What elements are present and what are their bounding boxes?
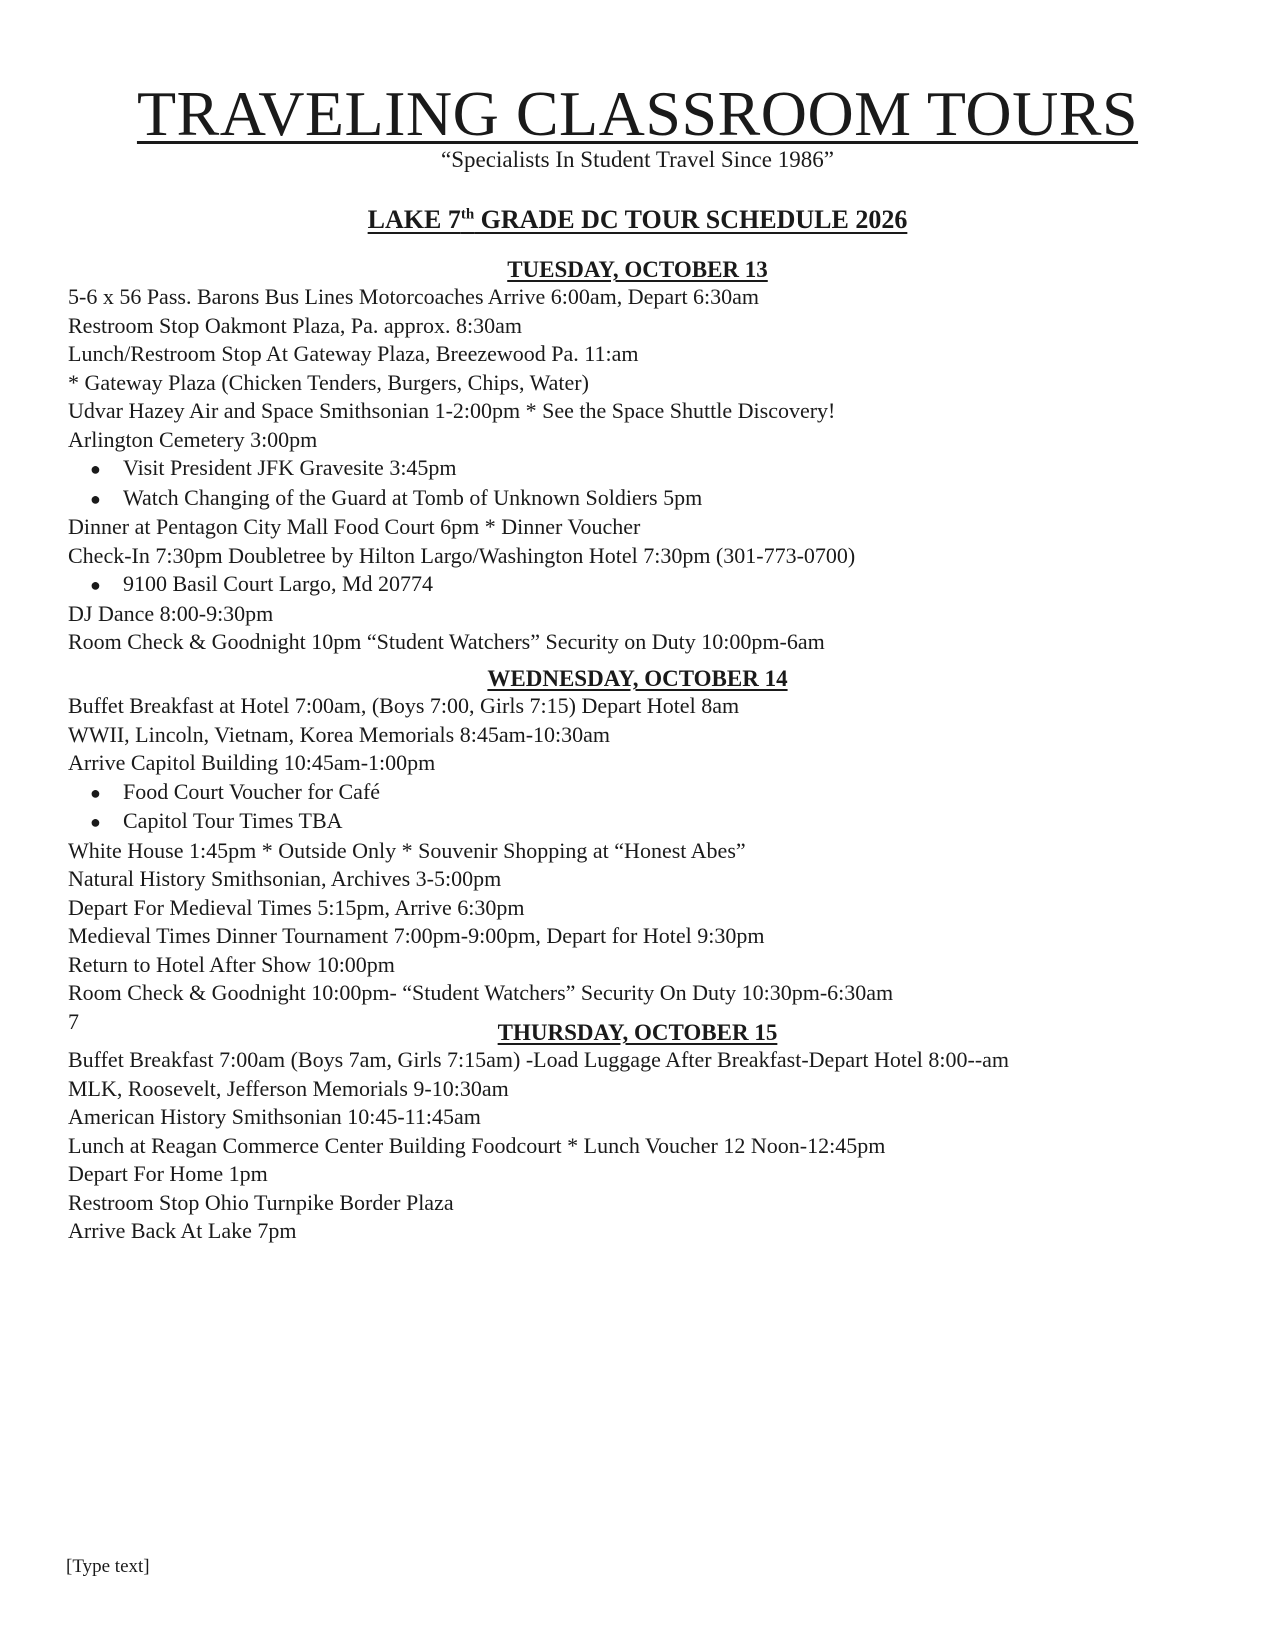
schedule-line-text: Watch Changing of the Guard at Tomb of Unknown Soldiers 5pm bbox=[123, 484, 703, 510]
schedule-line bbox=[68, 894, 893, 923]
schedule-line bbox=[68, 1132, 1009, 1161]
schedule-line bbox=[68, 837, 893, 866]
schedule-line-text: Lunch at Reagan Commerce Center Building Foodcourt * Lunch Voucher 12 Noon-12:45pm bbox=[68, 1132, 886, 1158]
schedule-line-text: Lunch/Restroom Stop At Gateway Plaza, Breezewood Pa. 11:am bbox=[68, 341, 639, 366]
schedule-line bbox=[68, 1103, 1009, 1132]
schedule-line-text: Restroom Stop Oakmont Plaza, Pa. approx. 8:30am bbox=[68, 312, 522, 338]
schedule-line-text: Arrive Capitol Building 10:45am-1:00pm bbox=[68, 750, 436, 775]
bullet-item bbox=[68, 454, 855, 484]
schedule-line bbox=[68, 542, 855, 571]
schedule-title-superscript: th bbox=[460, 206, 475, 223]
bullet-item bbox=[68, 570, 855, 600]
day-heading-thursday: THURSDAY, OCTOBER 15 bbox=[497, 1020, 778, 1045]
schedule-line-text: Capitol Tour Times TBA bbox=[123, 808, 343, 833]
schedule-line-text: Medieval Times Dinner Tournament 7:00pm-9:00pm, Depart for Hotel 9:30pm bbox=[68, 923, 765, 948]
schedule-line-text: Depart For Home 1pm bbox=[68, 1161, 268, 1186]
day-list-tuesday bbox=[68, 283, 855, 657]
schedule-line-text: Dinner at Pentagon City Mall Food Court 6pm * Dinner Voucher bbox=[68, 514, 641, 539]
schedule-line-text: * Gateway Plaza (Chicken Tenders, Burgers, Chips, Water) bbox=[68, 369, 589, 395]
schedule-line bbox=[68, 283, 855, 312]
schedule-line bbox=[68, 1217, 1009, 1246]
schedule-line-text: Room Check & Goodnight 10pm “Student Watchers” Security on Duty 10:00pm-6am bbox=[68, 629, 825, 654]
bullet-item bbox=[68, 807, 893, 837]
day-heading-wednesday: WEDNESDAY, OCTOBER 14 bbox=[487, 666, 788, 691]
bullet-item bbox=[68, 778, 893, 808]
schedule-line-text: Buffet Breakfast 7:00am (Boys 7am, Girls 7:15am) -Load Luggage After Breakfast-Depart Hotel 8:00--am bbox=[68, 1047, 1010, 1072]
bullet-dot-icon: ● bbox=[90, 459, 101, 479]
schedule-line bbox=[68, 721, 893, 750]
page-title: TRAVELING CLASSROOM TOURS bbox=[136, 78, 1139, 149]
bullet-dot-icon: ● bbox=[90, 488, 101, 509]
day-heading-tuesday: TUESDAY, OCTOBER 13 bbox=[507, 257, 768, 282]
schedule-line bbox=[68, 1075, 1009, 1104]
schedule-line-text: Depart For Medieval Times 5:15pm, Arrive 6:30pm bbox=[68, 894, 525, 920]
schedule-line-text: MLK, Roosevelt, Jefferson Memorials 9-10:30am bbox=[68, 1075, 509, 1101]
schedule-line-text: Food Court Voucher for Café bbox=[123, 778, 381, 804]
schedule-title bbox=[0, 204, 1275, 236]
schedule-line bbox=[68, 1189, 1009, 1218]
schedule-line bbox=[68, 628, 855, 657]
schedule-line-text: American History Smithsonian 10:45-11:45am bbox=[68, 1104, 481, 1129]
schedule-line-text: Natural History Smithsonian, Archives 3-5:00pm bbox=[68, 866, 502, 891]
schedule-line-text: 7 bbox=[68, 1008, 79, 1034]
schedule-line-text: 5-6 x 56 Pass. Barons Bus Lines Motorcoaches Arrive 6:00am, Depart 6:30am bbox=[68, 284, 760, 309]
bullet-dot-icon: ● bbox=[90, 575, 101, 595]
schedule-line-text: WWII, Lincoln, Vietnam, Korea Memorials 8:45am-10:30am bbox=[68, 721, 611, 747]
schedule-line bbox=[68, 922, 893, 951]
schedule-line bbox=[68, 865, 893, 894]
schedule-line-text: Room Check & Goodnight 10:00pm- “Student Watchers” Security On Duty 10:30pm-6:30am bbox=[68, 980, 894, 1005]
schedule-line bbox=[68, 397, 855, 426]
schedule-line bbox=[68, 1160, 1009, 1189]
tagline: “Specialists In Student Travel Since 1986” bbox=[441, 147, 834, 172]
schedule-line bbox=[68, 692, 893, 721]
schedule-line-text: Visit President JFK Gravesite 3:45pm bbox=[123, 455, 457, 480]
schedule-line-text: Restroom Stop Ohio Turnpike Border Plaza bbox=[68, 1189, 454, 1215]
schedule-line bbox=[68, 369, 855, 398]
day-list-wednesday bbox=[68, 692, 893, 1036]
schedule-line-text: Arrive Back At Lake 7pm bbox=[68, 1218, 297, 1243]
bullet-dot-icon: ● bbox=[90, 812, 101, 832]
schedule-line-text: Udvar Hazey Air and Space Smithsonian 1-2:00pm * See the Space Shuttle Discovery! bbox=[68, 398, 836, 423]
schedule-line bbox=[68, 312, 855, 341]
footer-placeholder: [Type text] bbox=[66, 1556, 150, 1577]
bullet-dot-icon: ● bbox=[90, 782, 101, 803]
day-list-thursday bbox=[68, 1046, 1009, 1246]
schedule-line bbox=[68, 979, 893, 1008]
schedule-line-text: Return to Hotel After Show 10:00pm bbox=[68, 951, 395, 977]
schedule-title-prefix: LAKE 7 bbox=[367, 205, 461, 234]
schedule-line-text: Check-In 7:30pm Doubletree by Hilton Largo/Washington Hotel 7:30pm (301-773-0700) bbox=[68, 542, 856, 568]
schedule-line bbox=[68, 513, 855, 542]
schedule-line bbox=[68, 600, 855, 629]
schedule-line bbox=[68, 1046, 1009, 1075]
schedule-line-text: White House 1:45pm * Outside Only * Souvenir Shopping at “Honest Abes” bbox=[68, 837, 746, 863]
schedule-line bbox=[68, 749, 893, 778]
schedule-title-suffix: GRADE DC TOUR SCHEDULE 2026 bbox=[474, 205, 908, 234]
schedule-line bbox=[68, 426, 855, 455]
schedule-line-text: 9100 Basil Court Largo, Md 20774 bbox=[123, 571, 434, 596]
schedule-line bbox=[68, 951, 893, 980]
schedule-line bbox=[68, 340, 855, 369]
schedule-line-text: DJ Dance 8:00-9:30pm bbox=[68, 600, 274, 626]
schedule-line-text: Buffet Breakfast at Hotel 7:00am, (Boys 7:00, Girls 7:15) Depart Hotel 8am bbox=[68, 693, 740, 718]
bullet-item bbox=[68, 484, 855, 514]
schedule-line-text: Arlington Cemetery 3:00pm bbox=[68, 426, 318, 452]
